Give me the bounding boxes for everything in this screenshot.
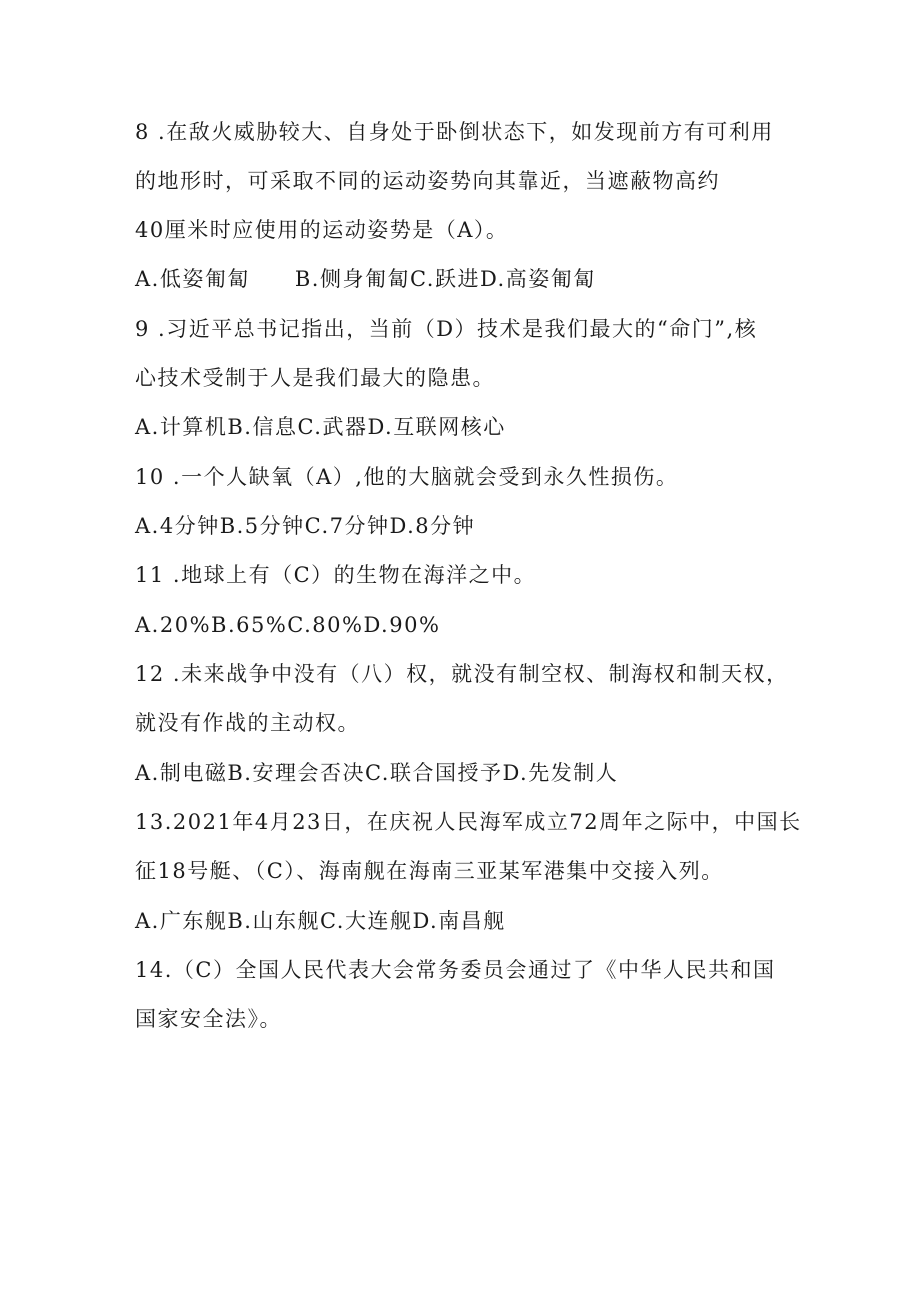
question-9-line-2: 心技术受制于人是我们最大的隐患。 <box>135 366 495 390</box>
question-11-line-1: 11 .地球上有（C）的生物在海洋之中。 <box>135 563 537 587</box>
question-14-line-2: 国家安全法》。 <box>135 1007 282 1031</box>
question-13-line-1: 13.2021年4月23日，在庆祝人民海军成立72周年之际中，中国长 <box>135 810 802 834</box>
question-9-line-1: 9 .习近平总书记指出，当前（D）技术是我们最大的“命门”,核 <box>135 317 758 341</box>
question-12-line-2: 就没有作战的主动权。 <box>135 711 360 735</box>
question-12-options: A.制电磁B.安理会否决C.联合国授予D.先发制人 <box>135 761 619 785</box>
question-10-line-1: 10 .一个人缺氧（A）,他的大脑就会受到永久性损伤。 <box>135 465 679 489</box>
question-9-options: A.计算机B.信息C.武器D.互联网核心 <box>135 415 506 439</box>
question-11-options: A.20%B.65%C.80%D.90% <box>135 613 441 637</box>
question-10-options: A.4分钟B.5分钟C.7分钟D.8分钟 <box>135 514 476 538</box>
question-13-options: A.广东舰B.山东舰C.大连舰D.南昌舰 <box>135 909 506 933</box>
question-12-line-1: 12 .未来战争中没有（八）权，就没有制空权、制海权和制天权， <box>135 662 789 686</box>
question-8-options: A.低姿匍匐 B.侧身匍匐C.跃进D.高姿匍匐 <box>135 267 596 291</box>
question-8-line-3: 40厘米时应使用的运动姿势是（A）。 <box>135 218 509 242</box>
question-14-line-1: 14.（C）全国人民代表大会常务委员会通过了《中华人民共和国 <box>135 958 776 982</box>
question-13-line-2: 征18号艇、（C）、海南舰在海南三亚某军港集中交接入列。 <box>135 859 724 883</box>
question-8-line-1: 8 .在敌火威胁较大、自身处于卧倒状态下，如发现前方有可利用 <box>135 120 774 144</box>
question-8-line-2: 的地形时，可采取不同的运动姿势向其靠近，当遮蔽物高约 <box>135 169 720 193</box>
